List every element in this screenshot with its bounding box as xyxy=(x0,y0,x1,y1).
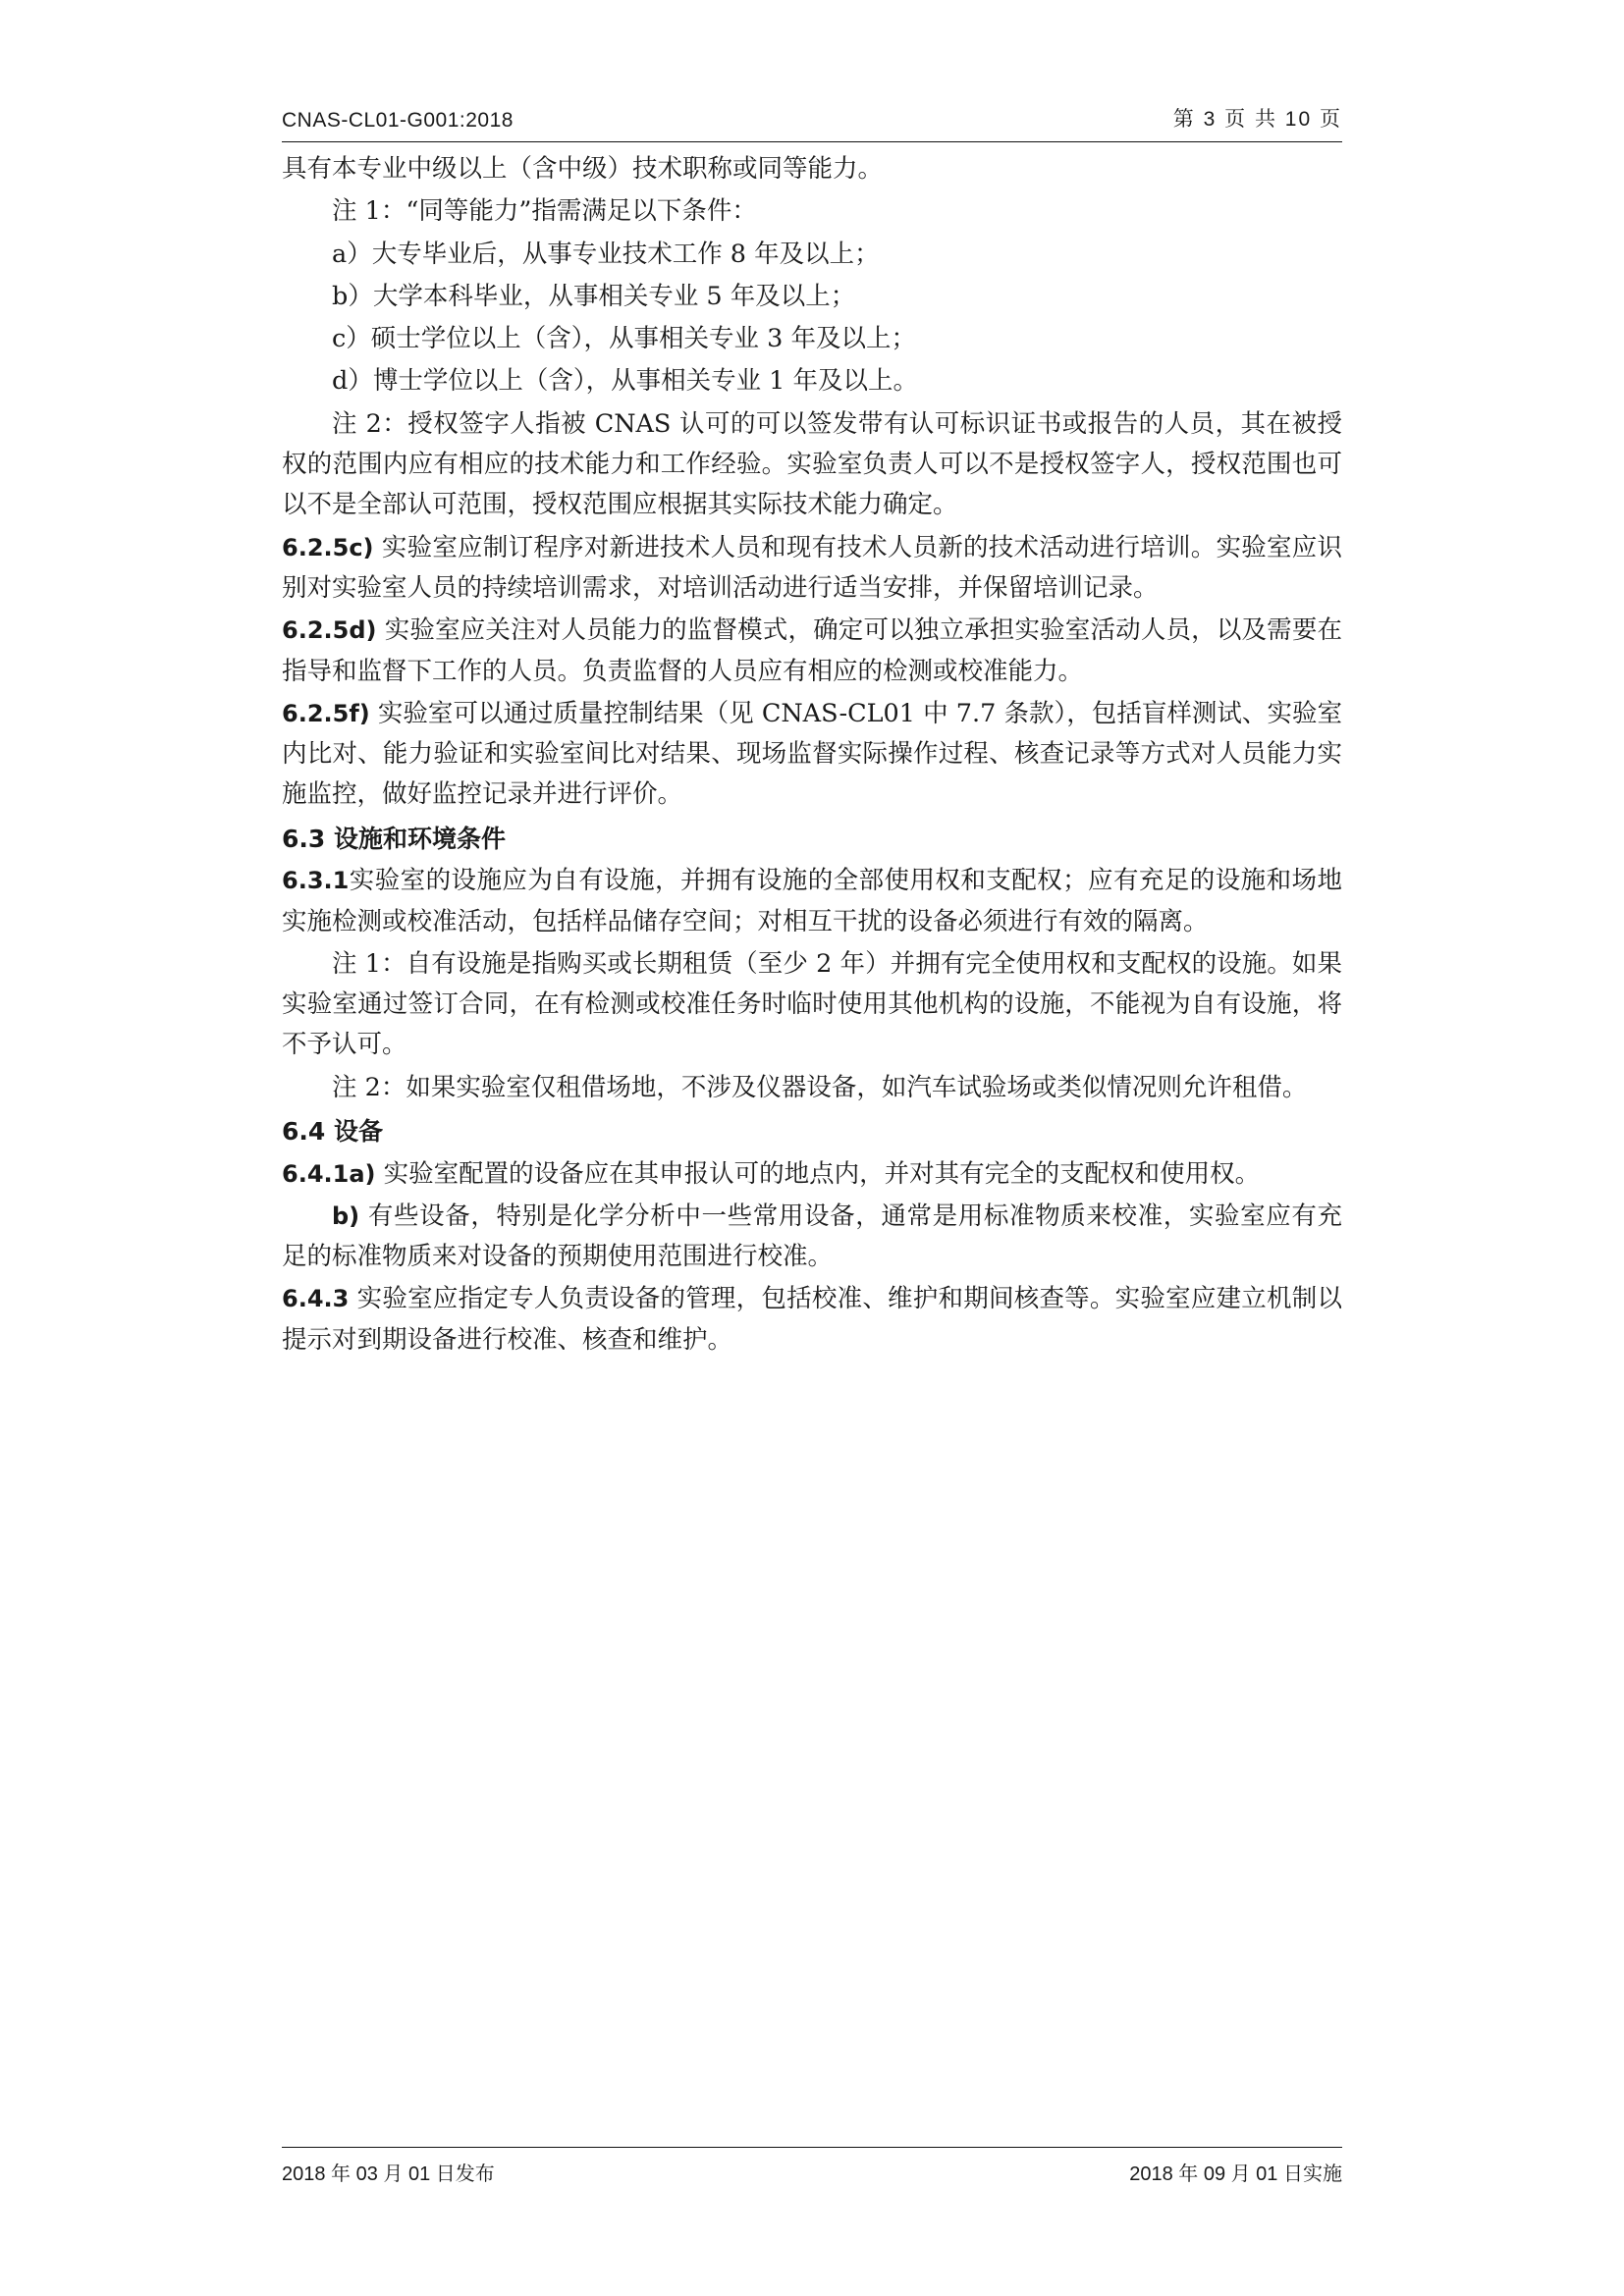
note-1-item-a: a）大专毕业后，从事专业技术工作 8 年及以上； xyxy=(332,239,880,269)
section-heading-6-3: 6.3 设施和环境条件 xyxy=(282,824,506,853)
document-body xyxy=(282,149,1342,1362)
clause-6-4-3-label: 6.4.3 xyxy=(282,1285,350,1313)
clause-6-2-5d-text: 实验室应关注对人员能力的监督模式，确定可以独立承担实验室活动人员，以及需要在指导和监督下工作的人员。负责监督的人员应有相应的检测或校准能力。 xyxy=(282,615,1342,686)
clause-6-4-1a-text: 实验室配置的设备应在其申报认可的地点内，并对其有完全的支配权和使用权。 xyxy=(375,1158,1261,1189)
clause-6-2-5d-label: 6.2.5d) xyxy=(282,616,377,645)
document-number: CNAS-CL01-G001:2018 xyxy=(282,109,514,132)
section-heading-6-4: 6.4 设备 xyxy=(282,1117,383,1147)
footer-issue-date: 2018 年 03 月 01 日发布 xyxy=(282,2163,495,2185)
note-1-item-b: b）大学本科毕业，从事相关专业 5 年及以上； xyxy=(332,281,856,311)
clause-6-2-5c xyxy=(282,528,1342,610)
clause-6-2-5c-text: 实验室应制订程序对新进技术人员和现有技术人员新的技术活动进行培训。实验室应识别对实验室人员的持续培训需求，对培训活动进行适当安排，并保留培训记录。 xyxy=(282,532,1342,603)
page-footer xyxy=(282,2147,1342,2186)
clause-6-4-1b-label: b) xyxy=(332,1201,360,1230)
note-6-3-1: 注 1：自有设施是指购买或长期租赁（至少 2 年）并拥有完全使用权和支配权的设施。如果实验室通过签订合同，在有检测或校准任务时临时使用其他机构的设施，不能视为自有设施，将不予认可。 xyxy=(282,948,1342,1060)
note-1-title: 注 1：“同等能力”指需满足以下条件： xyxy=(332,196,757,227)
clause-6-3-1 xyxy=(282,861,1342,942)
note-1-item-c: c）硕士学位以上（含），从事相关专业 3 年及以上； xyxy=(332,324,916,354)
clause-6-3-1-text: 实验室的设施应为自有设施，并拥有设施的全部使用权和支配权；应有充足的设施和场地实施检测或校准活动，包括样品储存空间；对相互干扰的设备必须进行有效的隔离。 xyxy=(282,866,1342,936)
note-2: 注 2：授权签字人指被 CNAS 认可的可以签发带有认可标识证书或报告的人员，其在被授权的范围内应有相应的技术能力和工作经验。实验室负责人可以不是授权签字人，授权范围也可以不是全部认可范围，授权范围应根据其实际技术能力确定。 xyxy=(282,408,1342,520)
clause-6-2-5f-text: 实验室可以通过质量控制结果（见 CNAS-CL01 中 7.7 条款），包括盲样测试、实验室内比对、能力验证和实验室间比对结果、现场监督实际操作过程、核查记录等方式对人员能力实施监控，做好监控记录并进行评价。 xyxy=(282,698,1342,810)
clause-6-2-5d xyxy=(282,611,1342,692)
page-content xyxy=(282,0,1342,2296)
clause-6-2-5c-label: 6.2.5c) xyxy=(282,533,374,561)
clause-6-4-1b xyxy=(282,1197,1342,1278)
clause-6-4-1b-text: 有些设备，特别是化学分析中一些常用设备，通常是用标准物质来校准，实验室应有充足的标准物质来对设备的预期使用范围进行校准。 xyxy=(282,1201,1342,1272)
clause-6-3-1-label: 6.3.1 xyxy=(282,867,350,895)
clause-6-4-3 xyxy=(282,1279,1342,1361)
page-header xyxy=(282,103,1342,142)
paragraph-intro: 具有本专业中级以上（含中级）技术职称或同等能力。 xyxy=(282,154,884,184)
footer-effective-date: 2018 年 09 月 01 日实施 xyxy=(1129,2163,1342,2185)
clause-6-4-3-text: 实验室应指定专人负责设备的管理，包括校准、维护和期间核查等。实验室应建立机制以提示对到期设备进行校准、核查和维护。 xyxy=(282,1284,1342,1355)
clause-6-4-1a xyxy=(282,1154,1342,1195)
clause-6-2-5f xyxy=(282,694,1342,816)
clause-6-2-5f-label: 6.2.5f) xyxy=(282,699,370,727)
note-1-item-d: d）博士学位以上（含），从事相关专业 1 年及以上。 xyxy=(332,366,919,397)
note-6-3-2: 注 2：如果实验室仅租借场地，不涉及仪器设备，如汽车试验场或类似情况则允许租借。 xyxy=(332,1072,1308,1102)
page-number: 第 3 页 共 10 页 xyxy=(1172,108,1342,131)
clause-6-4-1a-label: 6.4.1a) xyxy=(282,1159,376,1188)
